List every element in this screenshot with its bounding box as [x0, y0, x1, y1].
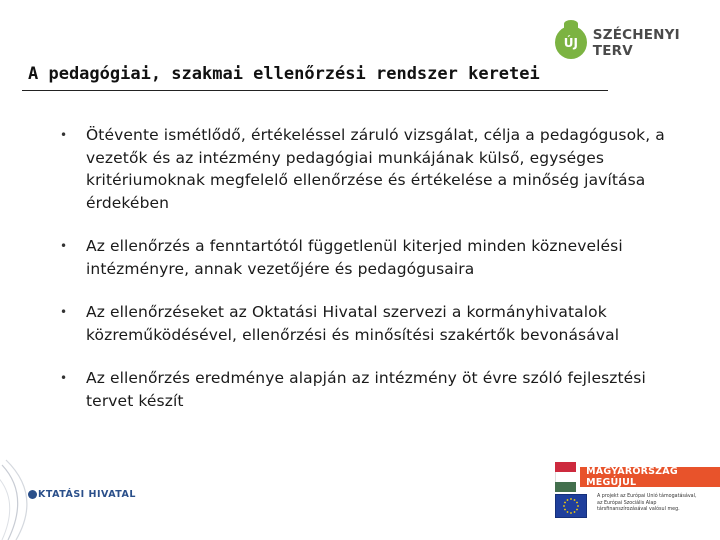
list-item [60, 367, 700, 412]
list-item [60, 235, 700, 280]
bullet-list [60, 124, 700, 433]
hungarian-flag-icon [555, 462, 576, 492]
szechenyi-badge-text: ÚJ [563, 35, 578, 50]
list-item [60, 301, 700, 346]
list-item [60, 124, 700, 214]
oktatasi-hivatal-logo [28, 489, 136, 500]
eu-funding-text: A projekt az Európai Unió támogatásával, az Európai Szociális Alap társfinanszírozásával valósul meg. [597, 494, 697, 513]
bullet-icon: • [60, 239, 68, 253]
bullet-text: Az ellenőrzés a fenntartótól függetlenül kiterjed minden köznevelési intézményre, annak vezetőjére és pedagógusaira [86, 237, 623, 278]
globe-icon [28, 490, 37, 499]
slide-title: A pedagógiai, szakmai ellenőrzési rendszer keretei [28, 64, 540, 84]
oh-logo-text: KTATÁSI HIVATAL [38, 489, 136, 500]
eu-flag-icon [555, 494, 587, 518]
banner-label: MAGYARORSZÁG MEGÚJUL [580, 467, 720, 487]
szechenyi-terv-logo [555, 26, 720, 59]
bullet-text: Ötévente ismétlődő, értékeléssel záruló vizsgálat, célja a pedagógusok, a vezetők és az intézmény pedagógiai munkájának külső, egységes kritériumoknak megfelelő ellenőrzése és értékelése a minőség javítása érdekében [86, 126, 665, 212]
szechenyi-badge-icon [555, 26, 587, 59]
bullet-text: Az ellenőrzéseket az Oktatási Hivatal szervezi a kormányhivatalok közreműködésével, ellenőrzési és minősítési szakértők bevonásával [86, 303, 620, 344]
bullet-text: Az ellenőrzés eredménye alapján az intézmény öt évre szóló fejlesztési tervet készít [86, 369, 646, 410]
eu-funding-notice [555, 494, 697, 518]
bullet-icon: • [60, 305, 68, 319]
bullet-icon: • [60, 371, 68, 385]
bullet-icon: • [60, 128, 68, 142]
szechenyi-logo-text: SZÉCHENYI TERV [592, 26, 680, 59]
title-underline [22, 90, 608, 91]
magyarorszag-megujul-banner [555, 462, 720, 492]
